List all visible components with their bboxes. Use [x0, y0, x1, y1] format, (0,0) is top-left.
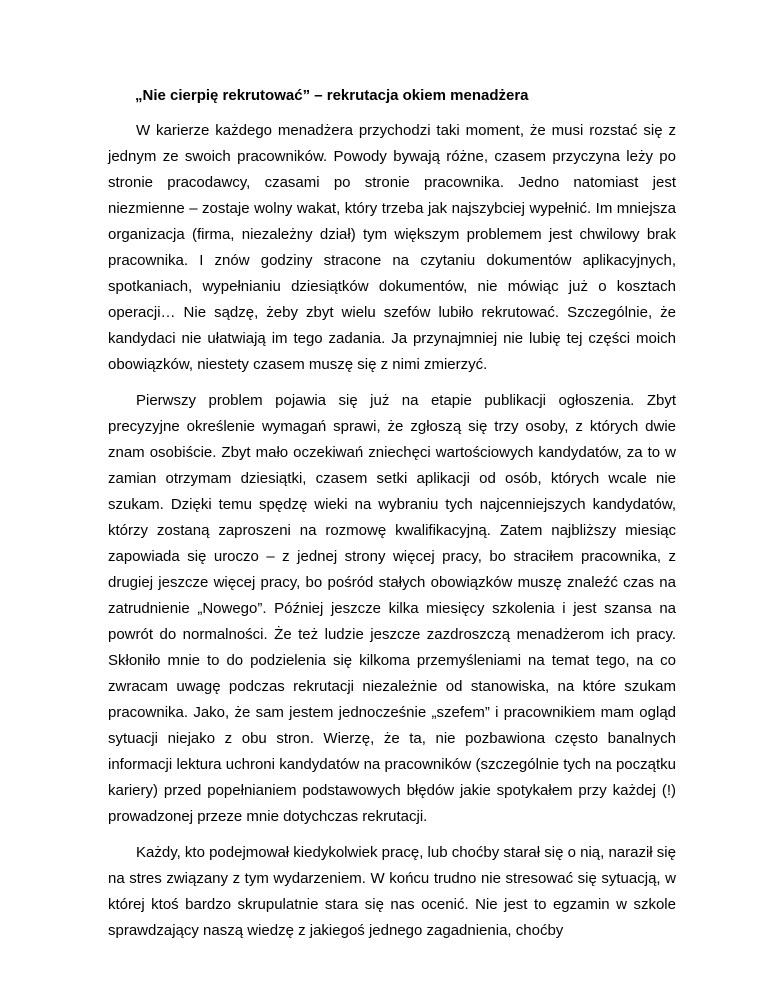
document-title: „Nie cierpię rekrutować” – rekrutacja okiem menadżera: [135, 87, 529, 104]
paragraph-1: W karierze każdego menadżera przychodzi taki moment, że musi rozstać się z jednym ze swoich pracowników. Powody bywają różne, czasem przyczyna leży po stronie pracodawcy, czasami po stronie pracownika. Jedno natomiast jest niezmienne – zostaje wolny wakat, który trzeba jak najszybciej wypełnić. Im mniejsza organizacja (firma, niezależny dział) tym większym problemem jest chwilowy brak pracownika. I znów godziny stracone na czytaniu dokumentów aplikacyjnych, spotkaniach, wypełnianiu dziesiątków dokumentów, nie mówiąc już o kosztach operacji… Nie sądzę, żeby zbyt wielu szefów lubiło rekrutować. Szczególnie, że kandydaci nie ułatwiają im tego zadania. Ja przynajmniej nie lubię tej części moich obowiązków, niestety czasem muszę się z nimi zmierzyć.: [108, 122, 676, 373]
paragraph-3: Każdy, kto podejmował kiedykolwiek pracę, lub choćby starał się o nią, naraził się na stres związany z tym wydarzeniem. W końcu trudno nie stresować się sytuacją, w której ktoś bardzo skrupulatnie stara się nas ocenić. Nie jest to egzamin w szkole sprawdzający naszą wiedzę z jakiegoś jednego zagadnienia, choćby: [108, 844, 676, 939]
paragraph-2: Pierwszy problem pojawia się już na etapie publikacji ogłoszenia. Zbyt precyzyjne określenie wymagań sprawi, że zgłoszą się trzy osoby, z których dwie znam osobiście. Zbyt mało oczekiwań zniechęci wartościowych kandydatów, za to w zamian otrzymam dziesiątki, czasem setki aplikacji od osób, których wcale nie szukam. Dzięki temu spędzę wieki na wybraniu tych najcenniejszych kandydatów, którzy zostaną zaproszeni na rozmowę kwalifikacyjną. Zatem najbliższy miesiąc zapowiada się uroczo – z jednej strony więcej pracy, bo straciłem pracownika, z drugiej jeszcze więcej pracy, bo pośród stałych obowiązków muszę znaleźć czas na zatrudnienie „Nowego”. Później jeszcze kilka miesięcy szkolenia i jest szansa na powrót do normalności. Że też ludzie jeszcze zazdroszczą menadżerom ich pracy. Skłoniło mnie to do podzielenia się kilkoma przemyśleniami na temat tego, na co zwracam uwagę podczas rekrutacji niezależnie od stanowiska, na które szukam pracownika. Jako, że sam jestem jednocześnie „szefem” i pracownikiem mam ogląd sytuacji niejako z obu stron. Wierzę, że ta, nie pozbawiona często banalnych informacji lektura uchroni kandydatów na pracowników (szczególnie tych na początku kariery) przed popełnianiem podstawowych błędów jakie spotykałem przy każdej (!) prowadzonej przeze mnie dotychczas rekrutacji.: [108, 392, 676, 825]
document-body: [108, 118, 676, 954]
